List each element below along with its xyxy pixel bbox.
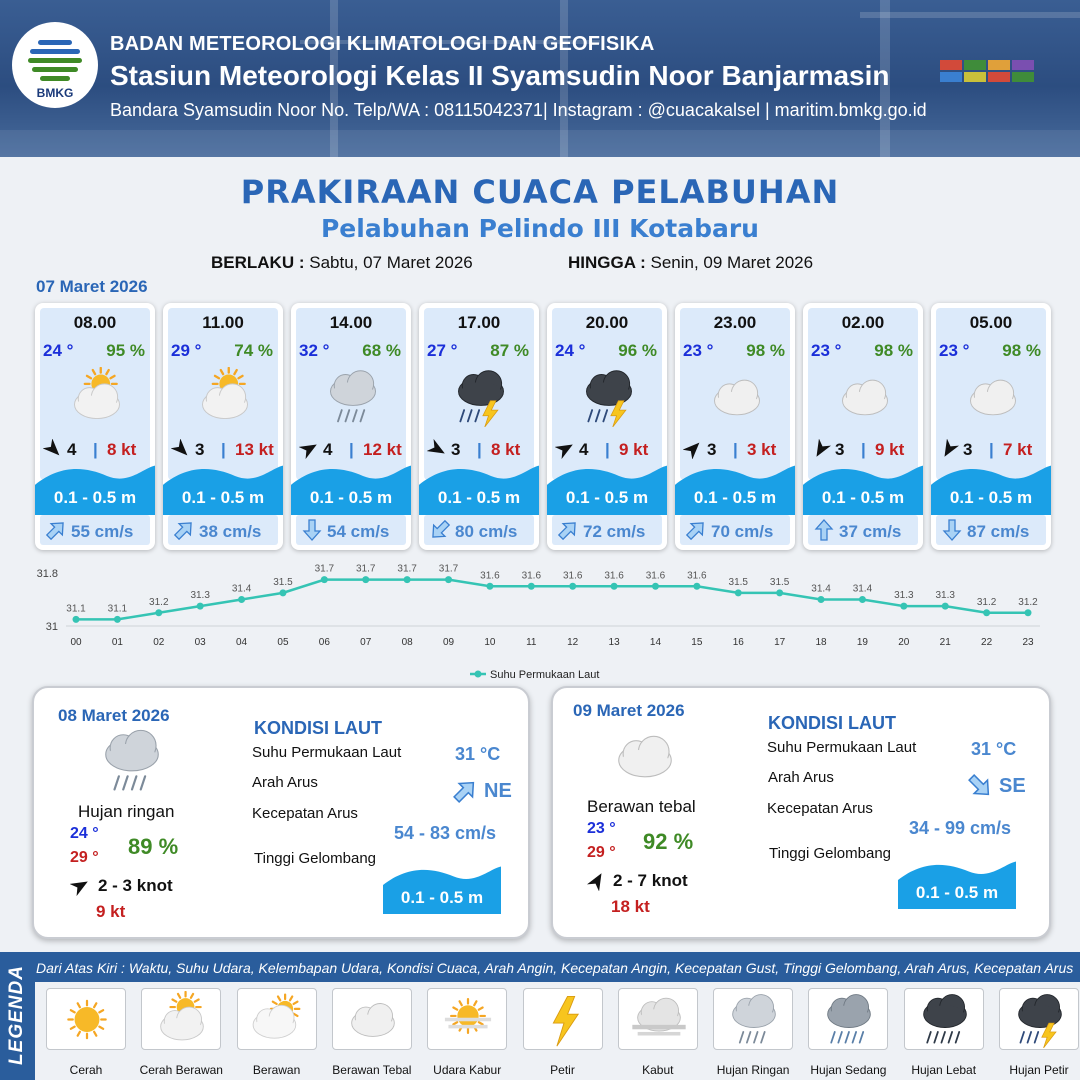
wind-direction-icon [171, 439, 191, 459]
legend-item [523, 988, 603, 1050]
data-point [445, 576, 452, 583]
sst-chart [0, 560, 1080, 685]
hujan-petir-icon [573, 367, 645, 427]
current-direction-icon [685, 519, 707, 541]
x-tick-label: 04 [236, 637, 248, 648]
forecast-time: 20.00 [585, 313, 629, 332]
data-point [611, 583, 618, 590]
hujan-petir-icon [445, 367, 517, 427]
legend-item-label: Hujan Petir [1009, 1063, 1069, 1077]
current-speed: 80 cm/s [455, 522, 518, 541]
valid-from-value: Sabtu, 07 Maret 2026 [309, 253, 473, 272]
data-label: 31.1 [107, 603, 128, 615]
data-point [942, 603, 949, 610]
series-line [76, 580, 1028, 620]
data-point [114, 616, 121, 623]
gust-speed: 9 kt [619, 440, 649, 459]
sea-condition-title: KONDISI LAUT [768, 713, 896, 733]
humidity: 98 % [874, 341, 913, 360]
sst-value: 31 °C [455, 744, 501, 764]
wind-direction-icon [811, 439, 831, 459]
humidity: 87 % [490, 341, 529, 360]
air-temperature: 24 ° [43, 341, 74, 360]
cerah-berawan-icon [150, 991, 214, 1053]
hujan-ringan-icon [92, 726, 172, 801]
berawan-tebal-icon [701, 367, 773, 427]
data-point [983, 609, 990, 616]
legend-swatch-dot [475, 671, 482, 678]
wind-speed: 3 [835, 440, 845, 459]
forecast-card [675, 303, 795, 550]
x-tick-label: 01 [111, 637, 123, 648]
forecast-time: 08.00 [73, 313, 117, 332]
wind-speed: 2 - 7 knot [613, 871, 688, 890]
station-name: Stasiun Meteorologi Kelas II Syamsudin Noor Banjarmasin [110, 60, 890, 91]
data-label: 31.6 [604, 570, 624, 582]
data-point [693, 583, 700, 590]
day1-date: 07 Maret 2026 [36, 277, 148, 296]
current-speed-value: 54 - 83 cm/s [394, 823, 497, 843]
data-label: 31.4 [231, 583, 252, 595]
data-label: 31.1 [66, 603, 86, 615]
x-tick-label: 22 [981, 637, 993, 648]
forecast-card [803, 303, 923, 550]
wave-height: 0.1 - 0.5 m [949, 488, 1033, 507]
wave-height: 0.1 - 0.5 m [400, 888, 484, 907]
forecast-time: 11.00 [202, 313, 244, 332]
data-point [321, 576, 328, 583]
temp-min: 23 ° [587, 820, 616, 837]
data-label: 31.6 [645, 570, 666, 582]
petir-icon [532, 991, 596, 1053]
wave-height: 0.1 - 0.5 m [821, 488, 905, 507]
current-speed: 38 cm/s [199, 522, 262, 541]
forecast-time: 17.00 [457, 313, 501, 332]
forecast-card [547, 303, 667, 550]
data-point [279, 589, 286, 596]
x-tick-label: 14 [649, 637, 662, 648]
gust-speed: 12 kt [363, 440, 402, 459]
wind-speed: 3 [963, 440, 973, 459]
current-direction-icon [173, 519, 195, 541]
hujan-petir-icon [1008, 991, 1072, 1053]
current-direction-icon [967, 773, 993, 804]
logo-text: BMKG [36, 86, 74, 100]
valid-from-label: BERLAKU : [211, 253, 305, 272]
x-tick-label: 07 [360, 637, 372, 648]
wind-direction-icon [555, 439, 575, 459]
legend-item-label: Petir [550, 1063, 575, 1077]
y-tick-label: 31.8 [36, 568, 58, 580]
current-direction-value: NE [484, 780, 512, 802]
wave-label: Tinggi Gelombang [254, 850, 377, 867]
gust-speed: 9 kt [875, 440, 905, 459]
wave-height: 0.1 - 0.5 m [693, 488, 777, 507]
current-speed-label: Kecepatan Arus [767, 800, 873, 817]
wind-direction-icon [587, 871, 607, 896]
legend-item [237, 988, 317, 1050]
legend-item [713, 988, 793, 1050]
x-tick-label: 00 [70, 637, 82, 648]
air-temperature: 23 ° [683, 341, 714, 360]
data-label: 31.5 [728, 576, 748, 588]
hujan-ringan-icon [317, 367, 389, 427]
data-point [776, 589, 783, 596]
x-tick-label: 19 [856, 637, 868, 648]
forecast-time: 05.00 [969, 313, 1013, 332]
legend-item [904, 988, 984, 1050]
wind-direction-icon [939, 439, 959, 459]
current-speed: 55 cm/s [71, 522, 134, 541]
humidity: 92 % [643, 829, 694, 854]
legend-item [141, 988, 221, 1050]
forecast-card [35, 303, 155, 550]
legend-item-label: Berawan [252, 1063, 301, 1077]
forecast-card [931, 303, 1051, 550]
data-label: 31.3 [894, 590, 914, 602]
contact-info: Bandara Syamsudin Noor No. Telp/WA : 08115042371| Instagram : @cuacakalsel | maritim.bmkg.go.id [110, 100, 927, 120]
forecast-card [419, 303, 539, 550]
x-tick-label: 17 [774, 637, 786, 648]
legend-item-label: Hujan Lebat [911, 1063, 977, 1077]
sst-label: Suhu Permukaan Laut [767, 739, 917, 756]
current-direction-label: Arah Arus [252, 774, 318, 791]
current-direction-value: SE [999, 775, 1026, 797]
daily-panel [551, 686, 1051, 939]
data-label: 31.4 [852, 583, 873, 595]
data-label: 31.7 [356, 563, 376, 575]
x-tick-label: 09 [442, 637, 455, 648]
air-temperature: 27 ° [427, 341, 458, 360]
current-speed: 87 cm/s [967, 522, 1030, 541]
separator: | [861, 440, 866, 459]
air-temperature: 29 ° [171, 341, 202, 360]
udara-kabur-icon [436, 991, 500, 1053]
humidity: 89 % [128, 834, 179, 859]
cerah-berawan-icon [61, 367, 133, 427]
x-tick-label: 02 [153, 637, 165, 648]
daily-panel [32, 686, 530, 939]
temp-max: 29 ° [70, 849, 99, 866]
x-tick-label: 23 [1022, 637, 1034, 648]
x-tick-label: 12 [567, 637, 579, 648]
separator: | [221, 440, 226, 459]
data-point [73, 616, 80, 623]
header-banner [0, 0, 1080, 157]
x-tick-label: 05 [277, 637, 289, 648]
data-point [238, 596, 245, 603]
sst-label: Suhu Permukaan Laut [252, 744, 402, 761]
legend-item [332, 988, 412, 1050]
x-tick-label: 11 [526, 637, 537, 648]
current-direction-icon [941, 519, 963, 541]
data-point [362, 576, 369, 583]
x-tick-label: 16 [732, 637, 744, 648]
data-label: 31.4 [811, 583, 831, 595]
wave-height: 0.1 - 0.5 m [181, 488, 265, 507]
berawan-tebal-icon [957, 367, 1029, 427]
gust-speed: 18 kt [611, 897, 650, 916]
x-tick-label: 08 [401, 637, 413, 648]
kabut-icon [627, 991, 691, 1053]
current-direction-icon [557, 519, 579, 541]
temp-min: 24 ° [70, 825, 99, 842]
current-direction-icon [429, 519, 451, 541]
air-temperature: 23 ° [939, 341, 970, 360]
data-label: 31.2 [1018, 596, 1038, 608]
weather-condition: Hujan ringan [78, 802, 175, 821]
data-point [1025, 609, 1032, 616]
data-label: 31.5 [769, 576, 790, 588]
legend-label: Suhu Permukaan Laut [490, 669, 600, 681]
gust-speed: 9 kt [96, 902, 126, 921]
valid-to-label: HINGGA : [568, 253, 646, 272]
legend-item-label: Udara Kabur [433, 1063, 502, 1077]
wave-height: 0.1 - 0.5 m [309, 488, 393, 507]
humidity: 96 % [618, 341, 657, 360]
legend-item-label: Kabut [642, 1063, 674, 1077]
legend-item-label: Cerah Berawan [139, 1063, 223, 1077]
legend-item-label: Cerah [69, 1063, 103, 1077]
wind-direction-icon [43, 439, 63, 459]
data-label: 31.6 [480, 570, 500, 582]
wave-label: Tinggi Gelombang [769, 845, 892, 862]
page-title: PRAKIRAAN CUACA PELABUHAN [240, 173, 840, 211]
wind-speed: 4 [323, 440, 333, 459]
gust-speed: 13 kt [235, 440, 274, 459]
separator: | [605, 440, 610, 459]
legend-item [999, 988, 1079, 1050]
hujan-ringan-icon [722, 991, 786, 1053]
legend-item [46, 988, 126, 1050]
wave-height: 0.1 - 0.5 m [565, 488, 649, 507]
gust-speed: 8 kt [491, 440, 521, 459]
data-label: 31.6 [562, 570, 583, 582]
page-subtitle: Pelabuhan Pelindo III Kotabaru [320, 214, 759, 243]
x-tick-label: 03 [194, 637, 206, 648]
data-point [155, 609, 162, 616]
data-point [735, 589, 742, 596]
wind-speed: 3 [451, 440, 461, 459]
air-temperature: 32 ° [299, 341, 330, 360]
current-speed: 54 cm/s [327, 522, 390, 541]
current-direction-icon [301, 519, 323, 541]
sst-value: 31 °C [971, 739, 1017, 759]
forecast-card [291, 303, 411, 550]
separator: | [93, 440, 98, 459]
wind-direction-icon [299, 439, 319, 459]
x-tick-label: 21 [939, 637, 951, 648]
data-label: 31.6 [687, 570, 707, 582]
gust-speed: 8 kt [107, 440, 137, 459]
current-speed-value: 34 - 99 cm/s [909, 818, 1012, 838]
forecast-time: 23.00 [713, 313, 757, 332]
legend-item [618, 988, 698, 1050]
gust-speed: 7 kt [1003, 440, 1033, 459]
wind-direction-icon [70, 876, 90, 901]
x-tick-label: 15 [691, 637, 703, 648]
valid-to [568, 253, 813, 273]
separator: | [349, 440, 354, 459]
forecast-time: 02.00 [841, 313, 885, 332]
humidity: 98 % [1002, 341, 1041, 360]
legend-item [808, 988, 888, 1050]
data-label: 31.7 [314, 563, 335, 575]
humidity: 68 % [362, 341, 401, 360]
legend-item-label: Hujan Ringan [716, 1063, 790, 1077]
data-label: 31.5 [273, 576, 293, 588]
data-point [528, 583, 535, 590]
separator: | [989, 440, 994, 459]
data-point [859, 596, 866, 603]
legend-title: LEGENDA [6, 965, 27, 1065]
gust-speed: 3 kt [747, 440, 777, 459]
current-direction-label: Arah Arus [768, 769, 834, 786]
org-name: BADAN METEOROLOGI KLIMATOLOGI DAN GEOFISIKA [110, 33, 655, 55]
valid-from [211, 253, 473, 273]
data-point [486, 583, 493, 590]
wind-speed: 4 [579, 440, 589, 459]
wave-height: 0.1 - 0.5 m [915, 883, 999, 902]
temp-max: 29 ° [587, 844, 616, 861]
current-direction-icon [45, 519, 67, 541]
bmkg-logo [12, 22, 98, 108]
wind-direction-icon [683, 439, 703, 459]
berawan-tebal-icon [829, 367, 901, 427]
weather-condition: Berawan tebal [587, 797, 696, 816]
x-tick-label: 13 [608, 637, 620, 648]
wave-height: 0.1 - 0.5 m [53, 488, 137, 507]
current-speed: 72 cm/s [583, 522, 646, 541]
data-point [404, 576, 411, 583]
legend-description: Dari Atas Kiri : Waktu, Suhu Udara, Kelembapan Udara, Kondisi Cuaca, Arah Angin, Kecepatan Angin, Kecepatan Gust, Tinggi Gelombang, Arah Arus, Kecepatan Arus [36, 960, 1074, 976]
data-label: 31.7 [438, 563, 459, 575]
x-tick-label: 06 [318, 637, 330, 648]
berawan-tebal-icon [341, 991, 405, 1053]
hujan-lebat-icon [913, 991, 977, 1053]
wind-direction-icon [427, 439, 447, 459]
data-label: 31.2 [149, 596, 169, 608]
cerah-icon [55, 991, 119, 1053]
current-direction-icon [813, 519, 835, 541]
data-label: 31.3 [190, 590, 210, 602]
current-speed-label: Kecepatan Arus [252, 805, 358, 822]
current-speed: 70 cm/s [711, 522, 774, 541]
humidity: 98 % [746, 341, 785, 360]
humidity: 74 % [234, 341, 273, 360]
legend-item [427, 988, 507, 1050]
valid-to-value: Senin, 09 Maret 2026 [650, 253, 814, 272]
x-tick-label: 20 [898, 637, 910, 648]
berawan-icon [246, 991, 310, 1053]
panel-date: 08 Maret 2026 [58, 706, 170, 725]
y-tick-label: 31 [45, 621, 58, 633]
x-tick-label: 18 [815, 637, 827, 648]
humidity: 95 % [106, 341, 145, 360]
data-point [197, 603, 204, 610]
data-point [900, 603, 907, 610]
separator: | [733, 440, 738, 459]
legend-item-label: Berawan Tebal [332, 1063, 412, 1077]
wind-speed: 3 [195, 440, 205, 459]
data-point [652, 583, 659, 590]
cerah-berawan-icon [189, 367, 261, 427]
x-tick-label: 10 [484, 637, 496, 648]
air-temperature: 24 ° [555, 341, 586, 360]
hujan-sedang-icon [817, 991, 881, 1053]
sea-condition-title: KONDISI LAUT [254, 718, 382, 738]
wind-speed: 3 [707, 440, 717, 459]
data-label: 31.6 [521, 570, 542, 582]
forecast-time: 14.00 [329, 313, 373, 332]
data-label: 31.7 [397, 563, 417, 575]
data-point [818, 596, 825, 603]
legend-title-wrap [2, 960, 32, 1075]
legend-item-label: Hujan Sedang [810, 1063, 887, 1077]
current-speed: 37 cm/s [839, 522, 902, 541]
separator: | [477, 440, 482, 459]
berawan-tebal-icon [605, 721, 685, 796]
wind-speed: 2 - 3 knot [98, 876, 173, 895]
data-point [569, 583, 576, 590]
current-direction-icon [452, 778, 478, 809]
wind-speed: 4 [67, 440, 77, 459]
data-label: 31.3 [935, 590, 955, 602]
air-temperature: 23 ° [811, 341, 842, 360]
forecast-card [163, 303, 283, 550]
wave-height: 0.1 - 0.5 m [437, 488, 521, 507]
data-label: 31.2 [976, 596, 997, 608]
panel-date: 09 Maret 2026 [573, 701, 685, 720]
